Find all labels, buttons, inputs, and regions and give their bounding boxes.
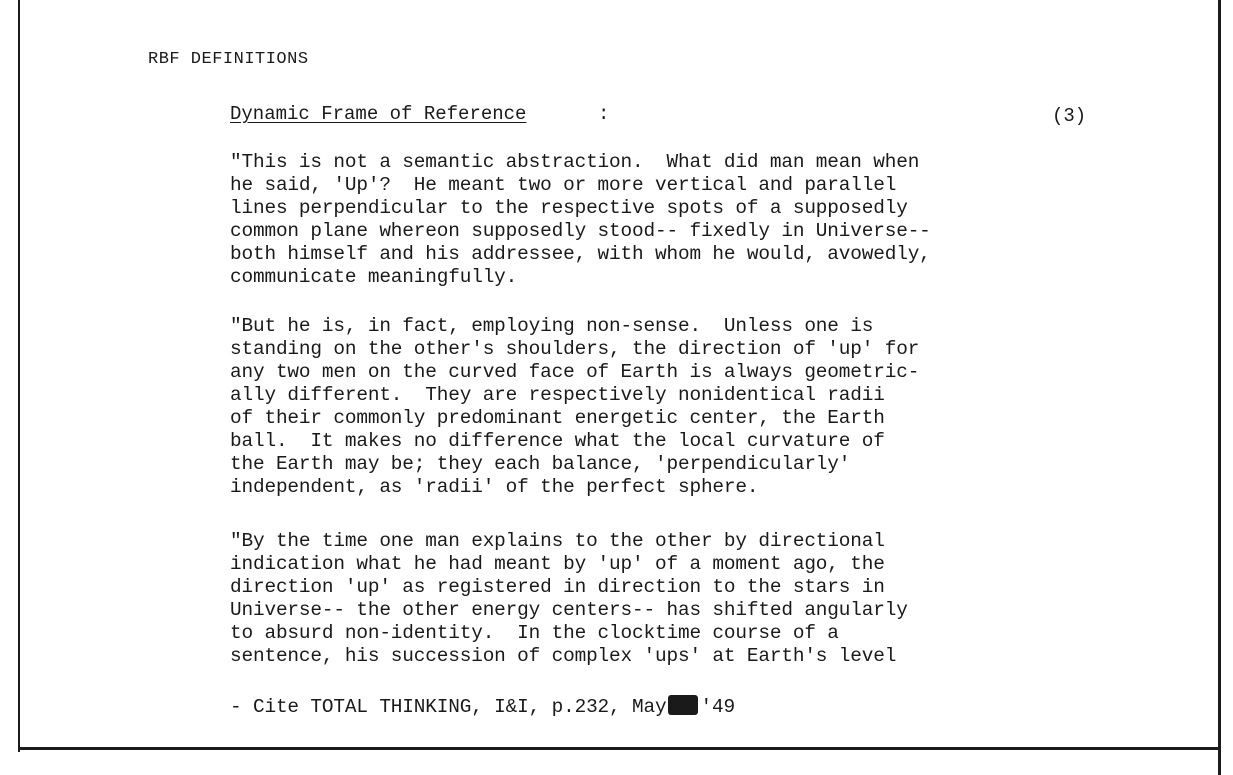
paragraph-3: "By the time one man explains to the other by directional indication what he had meant by 'up' of a moment ago, the direction 'up' as registered in direction to the stars in Universe-- the other energy centers-- has shifted angularly to absurd non-identity. In the clocktime course of a sentence, his succession of complex 'ups' at Earth's level [230, 530, 908, 667]
citation-line [230, 695, 735, 718]
section-title-colon: : [598, 103, 610, 125]
document-header: RBF DEFINITIONS [148, 50, 309, 69]
redaction-mark [668, 695, 698, 715]
citation-prefix: - Cite TOTAL THINKING, I&I, p.232, May [230, 696, 667, 718]
right-border-line [1218, 0, 1221, 775]
paragraph-2: "But he is, in fact, employing non-sense. Unless one is standing on the other's shoulders, the direction of 'up' for any two men on the curved face of Earth is always geometric- ally different. They are respectively nonidentical radii of their commonly predominant energetic center, the Earth ball. It makes no difference what the local curvature of the Earth may be; they each balance, 'perpendicularly' independent, as 'radii' of the perfect sphere. [230, 315, 920, 498]
paragraph-1: "This is not a semantic abstraction. What did man mean when he said, 'Up'? He meant two or more vertical and parallel lines perpendicular to the respective spots of a supposedly common plane whereon supposedly stood-- fixedly in Universe-- both himself and his addressee, with whom he would, avowedly, communicate meaningfully. [230, 151, 931, 288]
citation-suffix: '49 [700, 696, 735, 718]
bottom-border-line [18, 747, 1221, 750]
section-title: Dynamic Frame of Reference [230, 103, 527, 125]
left-border-line [18, 0, 20, 752]
page-number: (3) [1052, 105, 1087, 127]
